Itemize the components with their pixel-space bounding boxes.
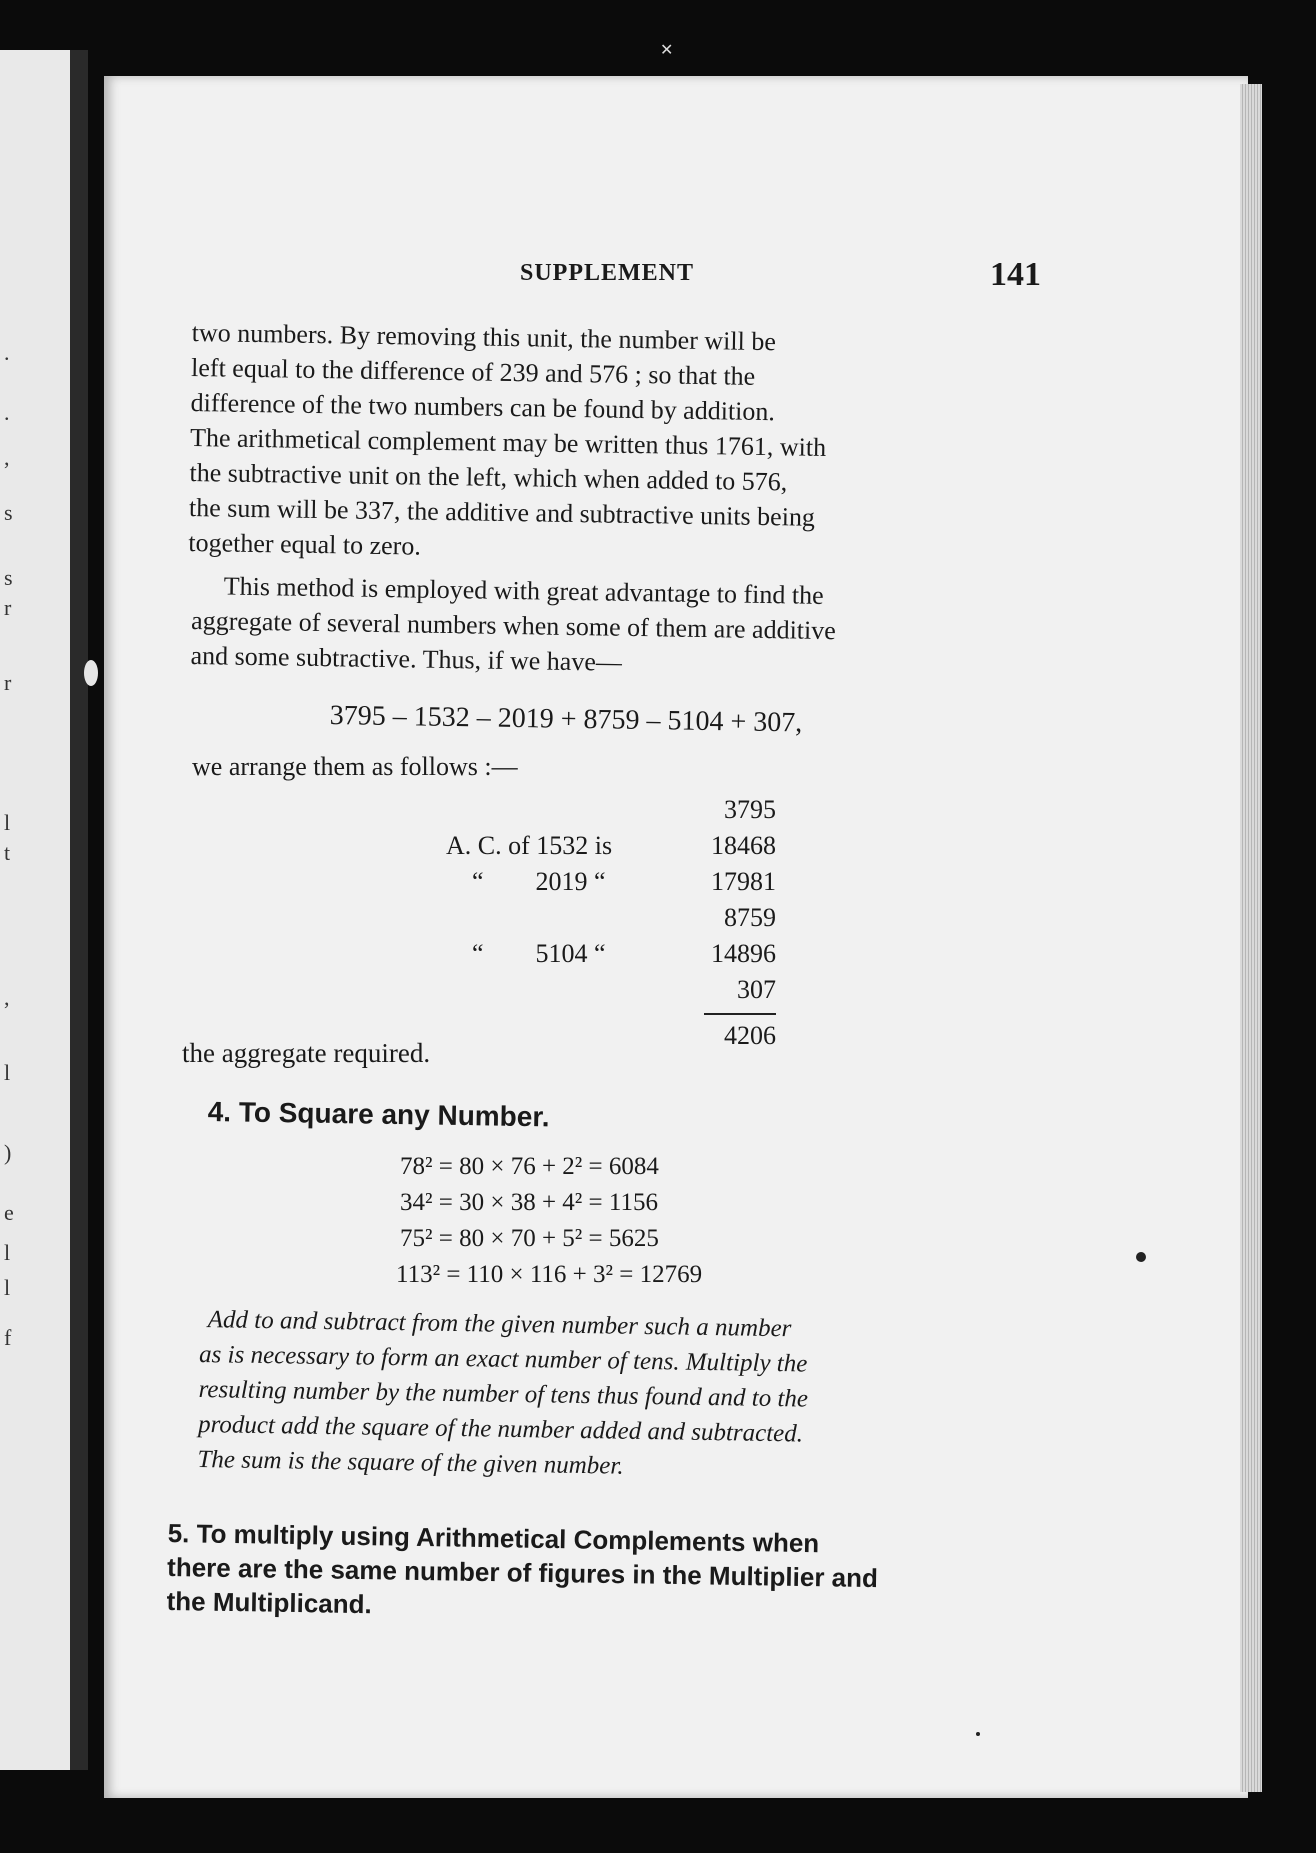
paragraph-complement — [188, 315, 1028, 573]
text-line: as is necessary to form an exact number of tens. Multiply the — [198, 1340, 808, 1378]
text-line: left equal to the difference of 239 and 576 ; so that the — [190, 352, 756, 391]
scan-speck: ✕ — [660, 42, 674, 59]
scan-speck — [1136, 1252, 1146, 1262]
binding-shadow — [70, 50, 88, 1770]
text-line: The arithmetical complement may be written thus 1761, with — [189, 422, 827, 462]
squaring-rule — [197, 1302, 1016, 1490]
row-value: 3795 — [724, 795, 776, 824]
heading-line: 5. To multiply using Arithmetical Complements when — [167, 1517, 820, 1559]
text-line: two numbers. By removing this unit, the number will be — [191, 317, 777, 357]
sum-rule — [704, 1013, 776, 1015]
text-line: Add to and subtract from the given number such a number — [207, 1306, 792, 1343]
square-example: 34² = 30 × 38 + 4² = 1156 — [400, 1189, 658, 1216]
text-line: the subtractive unit on the left, which when added to 576, — [189, 457, 788, 497]
aggregate-text: the aggregate required. — [182, 1038, 431, 1068]
text-line: together equal to zero. — [188, 527, 422, 561]
text-line: The sum is the square of the given number. — [197, 1445, 624, 1480]
scan-speck — [976, 1732, 980, 1736]
text-line: difference of the two numbers can be found by addition. — [190, 387, 776, 427]
section-heading-5 — [166, 1516, 878, 1629]
section-heading-4: 4. To Square any Number. — [207, 1096, 550, 1133]
text-line: This method is employed with great advantage to find the — [223, 571, 824, 610]
row-value: 18468 — [711, 831, 776, 860]
binding-mark — [84, 660, 98, 686]
row-value: 17981 — [711, 867, 776, 896]
text-line: product add the square of the number added and subtracted. — [197, 1410, 804, 1448]
row-value: 14896 — [711, 939, 776, 968]
total-value: 4206 — [724, 1021, 776, 1050]
text-line: resulting number by the number of tens thus found and to the — [198, 1375, 809, 1413]
row-label: “ 5104 “ — [472, 939, 606, 968]
running-header: SUPPLEMENT — [520, 260, 695, 286]
adjacent-page-edge: . . , s s r r l t , l ) e l l f — [0, 50, 88, 1770]
text-line: aggregate of several numbers when some of them are additive — [190, 605, 837, 646]
page-number: 141 — [990, 256, 1041, 293]
square-example: 75² = 80 × 70 + 5² = 5625 — [400, 1225, 659, 1252]
page-stack-edge — [1240, 84, 1262, 1792]
heading-line: the Multiplicand. — [166, 1585, 372, 1620]
row-value: 307 — [737, 975, 776, 1004]
square-example: 78² = 80 × 76 + 2² = 6084 — [400, 1153, 659, 1180]
square-example: 113² = 110 × 116 + 3² = 12769 — [396, 1261, 703, 1288]
row-label: A. C. of 1532 is — [446, 831, 613, 860]
arrange-text: we arrange them as follows :— — [192, 752, 518, 781]
example-equation: 3795 – 1532 – 2019 + 8759 – 5104 + 307, — [329, 700, 803, 739]
row-label: “ 2019 “ — [472, 867, 606, 896]
paragraph-method — [190, 568, 1028, 686]
row-value: 8759 — [724, 903, 776, 932]
text-line: and some subtractive. Thus, if we have— — [190, 640, 623, 677]
text-line: the sum will be 337, the additive and subtractive units being — [188, 492, 816, 532]
heading-line: there are the same number of figures in the Multiplier and — [166, 1551, 879, 1594]
